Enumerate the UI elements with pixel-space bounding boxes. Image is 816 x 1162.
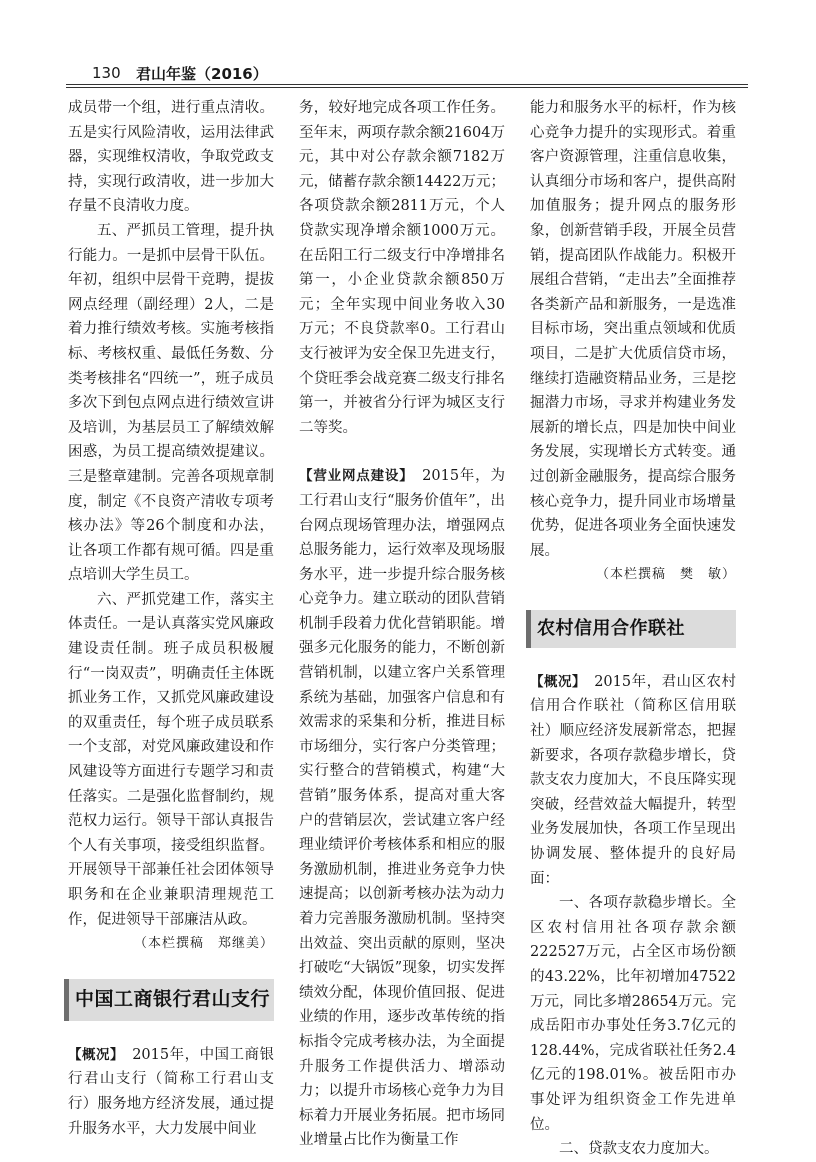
paragraph-body: 2015年，君山区农村信用合作联社（简称区信用联社）顺应经济发展新常态，把握新要求，各项存款稳步增长，贷款支农力度加大，不良压降实现突破，经营效益大幅提升，转型业务发展加快，各项工作呈现出协调发展、整体提升的良好局面： [530, 673, 737, 887]
page-header [66, 60, 746, 88]
paragraph: 五、严抓员工管理，提升执行能力。一是抓中层骨干队伍。年初，组织中层骨干竞聘，提拔网点经理（副经理）2人，二是着力推行绩效考核。实施考核指标、考核权重、最低任务数、分类考核排名“四统一”，班子成员多次下到包点网点进行绩效宣讲及培训，为基层员工了解绩效解困惑，为员工提高绩效提建议。三是整章建制。完善各项规章制度，制定《不良资产清收专项考核办法》等26个制度和办法，让各项工作都有规可循。四是重点培训大学生员工。 [68, 222, 274, 584]
byline: （本栏撰稿 樊 敏） [595, 567, 736, 583]
paragraph: 成员带一个组，进行重点清收。五是实行风险清收，运用法律武器，实现维权清收，争取党政支持，实现行政清收，进一步加大存量不良清收力度。 [68, 100, 274, 215]
section-heading-icbc: 中国工商银行君山支行 [64, 979, 274, 1021]
paragraph-lead: 【营业网点建设】 [299, 468, 407, 485]
paragraph-lead: 【概况】 [68, 1046, 118, 1063]
paragraph-lead: 【概况】 [530, 673, 580, 690]
header-rule [66, 84, 748, 85]
paragraph-body: 2015年，为工行君山支行“服务价值年”，出台网点现场管理办法，增强网点总服务能力，运行效率及现场服务水平，进一步提升综合服务核心竞争力。建立联动的团队营销机制手段着力优化营销职能。增强多元化服务的能力，不断创新营销机制，以建立客户关系管理系统为基础，加强客户信息和有效需求的采集和分析，推进目标市场细分，实行客户分类管理；实行整合的营销模式，构建“大营销”服务体系，提高对重大客户的营销层次，尝试建立客户经理业绩评价考核体系和相应的服务激励机制，推进业务竞争力快速提高；以创新考核办法为动力着力完善服务激励机制。坚持突出效益、突出贡献的原则，坚决打破吃“大锅饭”现象，切实发挥绩效分配，体现价值回报、促进业绩的作用，逐步改革传统的指标指令完成考核办法，为全面提升服务工作提供活力、增添动力；以提升市场核心竞争力为目标着力开展业务拓展。把市场同业增量占比作为衡量工作 [299, 468, 506, 1149]
column-1 [68, 96, 274, 1141]
column-2 [299, 96, 505, 1153]
paragraph-body: 2015年，中国工商银行君山支行（简称工行君山支行）服务地方经济发展，通过提升服务水平，大力发展中间业 [68, 1046, 275, 1137]
paragraph [299, 464, 505, 1153]
paragraph: 能力和服务水平的标杆，作为核心竞争力提升的实现形式。着重客户资源管理，注重信息收集，认真细分市场和客户，提供高附加值服务；提升网点的服务形象，创新营销手段，开展全员营销，提高团队作战能力。积极开展组合营销，“走出去”全面推荐各类新产品和新服务，一是选准目标市场，突出重点领域和优质项目，二是扩大优质信贷市场，继续打造融资精品业务，三是挖掘潜力市场，寻求并构建业务发展新的增长点，四是加快中间业务发展，实现增长方式转变。通过创新金融服务，提高综合服务核心竞争力，提升同业市场增量优势，促进各项业务全面快速发展。 [530, 100, 736, 559]
column-3 [530, 96, 736, 1162]
paragraph [68, 1043, 274, 1141]
paragraph [530, 670, 736, 891]
byline: （本栏撰稿 郑继美） [133, 936, 274, 952]
section-heading-rural-credit: 农村信用合作联社 [526, 610, 736, 648]
paragraph: 二、贷款支农力度加大。 [559, 1141, 719, 1158]
yearbook-title: 君山年鉴（2016） [136, 65, 268, 83]
paragraph: 一、各项存款稳步增长。全区农村信用社各项存款余额222527万元，占全区市场份额的43.22%，比年初增加47522万元，同比多增28654万元。完成岳阳市办事处任务3.7亿元的128.44%，完成省联社任务2.4亿元的198.01%。被岳阳市办事处评为组织资金工作先进单位。 [530, 895, 736, 1133]
paragraph: 六、严抓党建工作，落实主体责任。一是认真落实党风廉政建设责任制。班子成员积极履行“一岗双责”，明确责任主体既抓业务工作，又抓党风廉政建设的双重责任，每个班子成员联系一个支部，对党风廉政建设和作风建设等方面进行专题学习和责任落实。二是强化监督制约，规范权力运行。领导干部认真报告个人有关事项，接受组织监督。开展领导干部兼任社会团体领导职务和在企业兼职清理规范工作，促进领导干部廉洁从政。 [68, 591, 274, 928]
header-rule-secondary [66, 87, 748, 88]
page-number: 130 [92, 64, 121, 82]
paragraph: 务，较好地完成各项工作任务。至年末，两项存款余额21604万元，其中对公存款余额7182万元，储蓄存款余额14422万元；各项贷款余额2811万元，个人贷款实现净增余额1000万元。在岳阳工行二级支行中净增排名第一，小企业贷款余额850万元；全年实现中间业务收入30万元；不良贷款率0。工行君山支行被评为安全保卫先进支行，个贷旺季会战竞赛二级支行排名第一，并被省分行评为城区支行二等奖。 [299, 100, 505, 436]
